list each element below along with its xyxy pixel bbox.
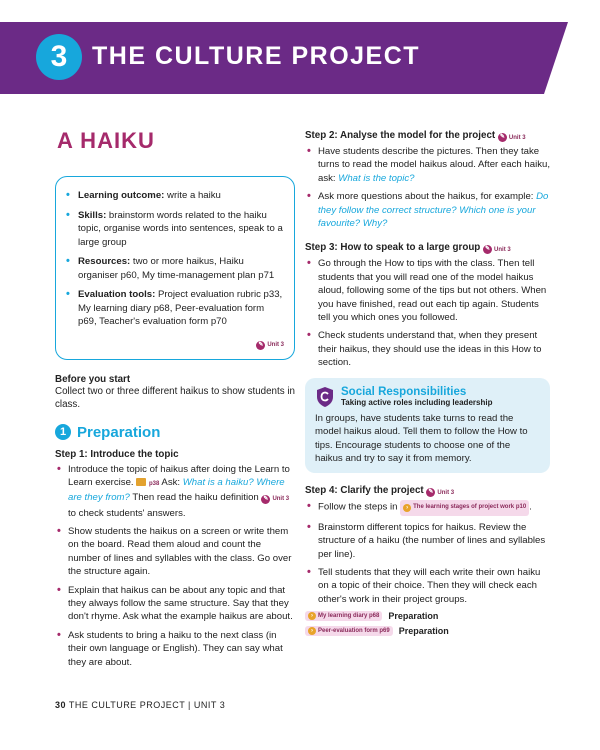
step-list (55, 463, 295, 669)
social-subtitle: Taking active roles including leadership (341, 398, 493, 408)
section-heading (55, 424, 295, 441)
item-text: Follow the steps in (318, 502, 401, 514)
section-title: Preparation (77, 423, 161, 441)
unit-tag (256, 341, 284, 350)
unit-tag-label: Unit 3 (272, 496, 290, 503)
social-heading-text (341, 386, 492, 407)
page-title: A HAIKU (57, 128, 155, 153)
unit-banner (0, 0, 600, 94)
unit-reference (64, 333, 284, 351)
book-icon (136, 478, 146, 486)
item-label: Evaluation tools: (78, 289, 156, 300)
step-heading (305, 130, 550, 142)
pill-label: Peer-evaluation form p69 (318, 628, 390, 635)
unit-tag-label: Unit 3 (267, 342, 284, 348)
pointer-icon: ✎ (485, 246, 491, 253)
item-text: write a haiku (164, 190, 221, 201)
step-heading (305, 242, 550, 254)
social-title: Social Responsibilities (341, 386, 467, 399)
pill-label: My learning diary p68 (318, 613, 380, 620)
unit-tag (498, 133, 526, 142)
list-item (64, 209, 284, 250)
unit-tag-label: Unit 3 (437, 489, 455, 496)
step-list (305, 257, 550, 369)
item-label: Skills: (78, 209, 107, 221)
list-item: • Check students understand that, when they present their haikus, they should use the ideas in this How to section. (305, 329, 550, 369)
item-text: Then read the haiku definition (129, 492, 259, 504)
step-heading (305, 485, 550, 497)
step-list (305, 145, 550, 230)
reference-row (305, 611, 550, 621)
list-item: • Brainstorm different topics for haikus. Review the structure of a haiku (the number of lines and syllables per line). (305, 521, 550, 561)
before-text: Collect two or three different haikus to show students in class. (55, 385, 295, 410)
list-item (55, 463, 295, 520)
list-item: • Explain that haikus can be about any topic and that they always follow the same structure. Say that they don't rhyme. Ask what the example haikus are about. (55, 584, 295, 624)
list-item: • Tell students that they will each write their own haiku on a topic of their choice. Then they will check each other's work in their project groups. (305, 566, 550, 606)
list-item (64, 255, 284, 282)
item-text: to check students' answers. (68, 507, 186, 519)
question-text: What is the topic? (338, 172, 415, 184)
item-label: Resources: (78, 256, 131, 267)
item-text: two or more haikus, Haiku organiser p60, My time-management plan p71 (78, 256, 275, 281)
unit-title: THE CULTURE PROJECT (92, 42, 421, 70)
footer-text: THE CULTURE PROJECT | UNIT 3 (66, 700, 226, 710)
question-text: Do they follow the correct structure? Which one is your favourite? Why? (318, 191, 549, 230)
step-title: Step 3: How to speak to a large group (305, 242, 481, 254)
list-item: • Show students the haikus on a screen or write them on the board. Read them aloud and count the number of lines and syllables with the class. Go over the structure again. (55, 525, 295, 579)
social-header (315, 386, 540, 408)
outcome-list (64, 189, 284, 329)
pointer-icon: ✎ (258, 341, 264, 348)
arrow-icon: › (308, 627, 316, 635)
pill-label: The learning stages of project work p10 (413, 504, 527, 511)
list-item (305, 145, 550, 185)
item-text: Project evaluation rubric p33, My learning diary p68, Peer-evaluation form p69, Teacher's evaluation form p70 (78, 289, 283, 327)
arrow-icon: › (403, 504, 411, 512)
step-list (305, 500, 550, 606)
list-item (64, 288, 284, 329)
shield-icon (315, 386, 335, 408)
unit-number-badge: 3 (36, 34, 82, 80)
right-column (305, 130, 550, 636)
question-text: What is a haiku? Where are they from? (68, 476, 285, 504)
reference-pill (400, 500, 529, 515)
page-number: 30 (55, 700, 67, 710)
item-text: Introduce the topic of haikus after doing the Learn to Learn exercise. (68, 463, 290, 488)
section-number-badge: 1 (55, 424, 71, 440)
learning-outcome-box (55, 176, 295, 360)
list-item: • Go through the How to tips with the class. Then tell students that you will read one of the model haikus aloud, following some of the tips but not others. When you have finished, read out each tip again. Students tell you which ones you followed. (305, 257, 550, 324)
left-column (55, 128, 295, 674)
before-heading: Before you start (55, 373, 131, 385)
social-responsibilities-box (305, 378, 550, 474)
item-text: brainstorm words related to the haiku topic, organise words into sentences, speak to a large group (78, 209, 283, 248)
item-text: . (529, 502, 532, 514)
social-text: In groups, have students take turns to read the model haikus aloud. Tell them to follow the How to tips. Encourage students to choose one of the haikus and try to say it from memory. (315, 412, 528, 464)
unit-tag (483, 245, 511, 254)
pointer-icon: ✎ (499, 134, 505, 140)
reference-label: Preparation (388, 611, 439, 622)
item-label: Learning outcome: (78, 190, 165, 201)
reference-label: Preparation (398, 626, 449, 637)
pointer-icon: ✎ (428, 489, 434, 496)
reference-pill (305, 611, 382, 621)
list-item: • Ask students to bring a haiku to the next class (in their own language or English). They can say what they are about. (55, 629, 295, 669)
item-text: Ask: (159, 476, 183, 488)
unit-tag (426, 488, 454, 497)
item-text: Ask more questions about the haikus, for example: (318, 191, 537, 203)
step-heading: Step 1: Introduce the topic (55, 448, 179, 460)
list-item (305, 190, 550, 230)
reference-pill (305, 626, 393, 636)
pointer-icon: ✎ (263, 496, 269, 503)
unit-tag-label: Unit 3 (508, 134, 526, 141)
list-item (305, 500, 550, 515)
arrow-icon: › (308, 612, 316, 620)
list-item (64, 189, 284, 203)
unit-tag-label: Unit 3 (494, 246, 511, 253)
unit-tag (261, 493, 289, 506)
item-text: Have students describe the pictures. Then they take turns to read the model haikus aloud. After each haiku, ask: (318, 146, 550, 184)
page-footer (55, 700, 225, 710)
reference-row (305, 626, 550, 636)
step-title: Step 2: Analyse the model for the project (305, 130, 496, 141)
page-reference: p38 (148, 480, 160, 487)
step-title: Step 4: Clarify the project (305, 485, 424, 497)
